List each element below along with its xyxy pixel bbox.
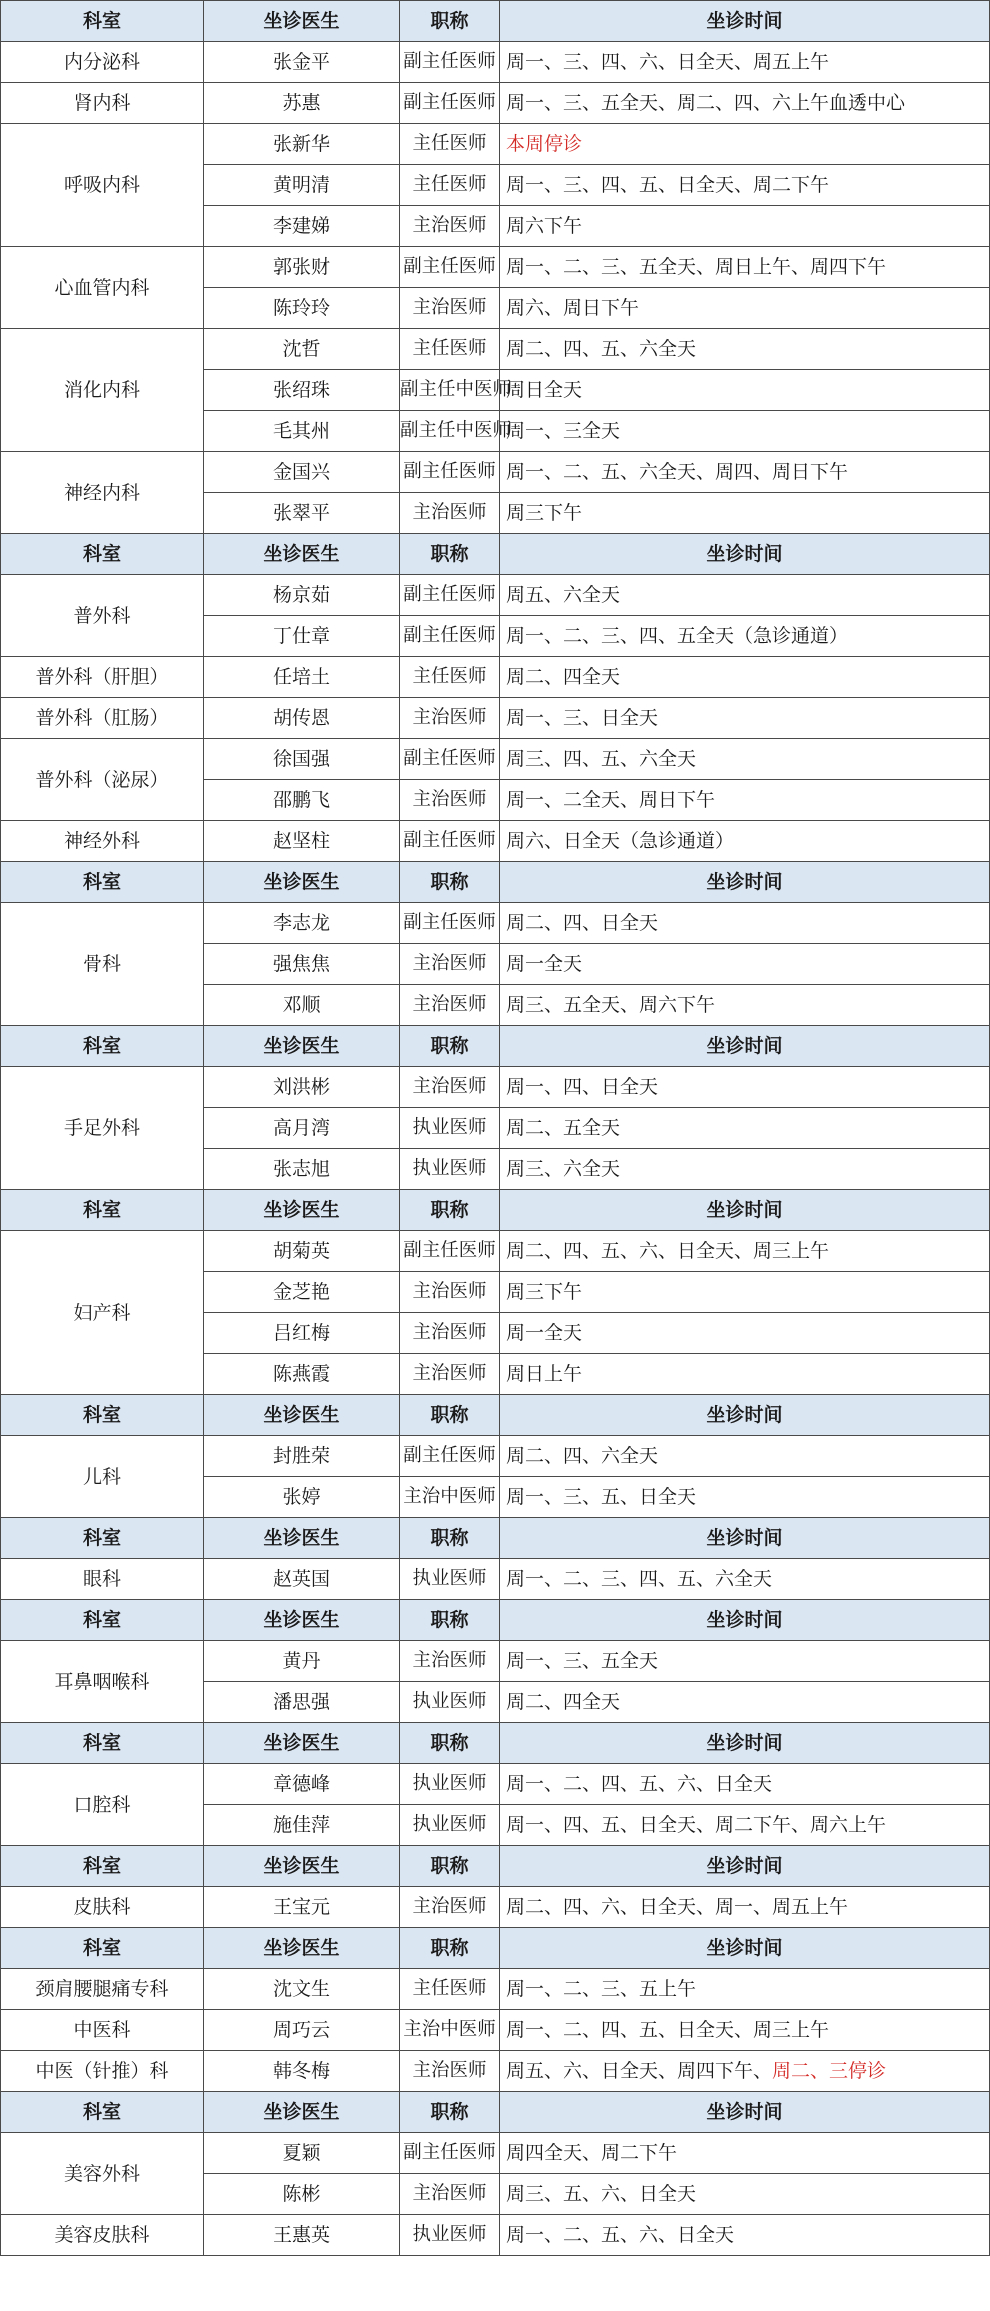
schedule-text: 周一全天 [506,1322,583,1344]
doctor-name: 邵鹏飞 [204,780,400,821]
schedule-time [500,1682,990,1723]
table-row [1,42,990,83]
schedule-text: 周一、二、四、五、六、日全天 [506,1773,773,1795]
schedule-time [500,903,990,944]
header-time: 坐诊时间 [500,1846,990,1887]
table-row [1,2010,990,2051]
header-time: 坐诊时间 [500,862,990,903]
header-doctor: 坐诊医生 [204,1026,400,1067]
schedule-time [500,575,990,616]
department-name: 普外科（肝胆） [1,657,204,698]
header-time: 坐诊时间 [500,1723,990,1764]
doctor-name: 郭张财 [204,247,400,288]
doctor-title: 主治医师 [400,944,500,985]
schedule-text: 周三下午 [506,502,583,524]
doctor-title: 主治医师 [400,2051,500,2092]
doctor-name: 王宝元 [204,1887,400,1928]
header-dept: 科室 [1,1395,204,1436]
header-title: 职称 [400,1,500,42]
doctor-title: 主治医师 [400,1272,500,1313]
table-row [1,452,990,493]
doctor-title: 主治医师 [400,493,500,534]
schedule-text: 周一、二、五、六、日全天 [506,2224,735,2246]
doctor-title: 执业医师 [400,2215,500,2256]
schedule-time [500,2051,990,2092]
doctor-name: 黄丹 [204,1641,400,1682]
header-dept: 科室 [1,2092,204,2133]
schedule-time [500,124,990,165]
header-time: 坐诊时间 [500,2092,990,2133]
schedule-text: 周一、四、日全天 [506,1076,659,1098]
header-doctor: 坐诊医生 [204,1928,400,1969]
doctor-title: 主治中医师 [400,2010,500,2051]
header-title: 职称 [400,1600,500,1641]
header-row [1,1190,990,1231]
schedule-text: 周三、四、五、六全天 [506,748,697,770]
header-dept: 科室 [1,1723,204,1764]
header-time: 坐诊时间 [500,1928,990,1969]
header-doctor: 坐诊医生 [204,2092,400,2133]
doctor-name: 赵坚柱 [204,821,400,862]
doctor-name: 王惠英 [204,2215,400,2256]
table-row [1,1641,990,1682]
schedule-text: 周一、二、四、五、日全天、周三上午 [506,2019,830,2041]
department-name: 颈肩腰腿痛专科 [1,1969,204,2010]
header-row [1,1600,990,1641]
doctor-title: 副主任中医师 [400,411,500,452]
schedule-time [500,1559,990,1600]
doctor-name: 李志龙 [204,903,400,944]
doctor-name: 刘洪彬 [204,1067,400,1108]
schedule-text: 周一、二全天、周日下午 [506,789,716,811]
schedule-text: 周一、三、日全天 [506,707,659,729]
header-title: 职称 [400,1723,500,1764]
schedule-time [500,1436,990,1477]
schedule-time [500,1108,990,1149]
table-row [1,329,990,370]
header-doctor: 坐诊医生 [204,1846,400,1887]
schedule-time [500,1313,990,1354]
doctor-title: 副主任医师 [400,83,500,124]
header-title: 职称 [400,862,500,903]
doctor-name: 张新华 [204,124,400,165]
doctor-name: 张婷 [204,1477,400,1518]
doctor-title: 主治医师 [400,1887,500,1928]
schedule-text: 周一、三、四、六、日全天、周五上午 [506,51,830,73]
schedule-time [500,2215,990,2256]
doctor-title: 执业医师 [400,1559,500,1600]
doctor-title: 执业医师 [400,1149,500,1190]
schedule-time [500,1477,990,1518]
schedule-text: 周日全天 [506,379,583,401]
schedule-text: 周一、三、五、日全天 [506,1486,697,1508]
doctor-name: 陈彬 [204,2174,400,2215]
doctor-name: 李建娣 [204,206,400,247]
department-name: 心血管内科 [1,247,204,329]
header-row [1,862,990,903]
schedule-time [500,985,990,1026]
doctor-title: 主治中医师 [400,1477,500,1518]
header-time: 坐诊时间 [500,1600,990,1641]
doctor-name: 张金平 [204,42,400,83]
doctor-title: 副主任医师 [400,739,500,780]
doctor-title: 主任医师 [400,165,500,206]
schedule-time [500,206,990,247]
doctor-name: 高月湾 [204,1108,400,1149]
doctor-title: 执业医师 [400,1805,500,1846]
doctor-name: 周巧云 [204,2010,400,2051]
department-name: 儿科 [1,1436,204,1518]
doctor-title: 副主任医师 [400,247,500,288]
table-row [1,1436,990,1477]
schedule-text: 周一、三、五全天 [506,1650,659,1672]
doctor-title: 主治医师 [400,985,500,1026]
schedule-text: 周一、三全天 [506,420,621,442]
schedule-text: 周三、五、六、日全天 [506,2183,697,2205]
schedule-text: 周一、三、四、五、日全天、周二下午 [506,174,830,196]
doctor-name: 苏惠 [204,83,400,124]
schedule-time [500,1272,990,1313]
schedule-text: 周一、三、五全天、周二、四、六上午血透中心 [506,92,906,114]
doctor-name: 邓顺 [204,985,400,1026]
header-row [1,1846,990,1887]
doctor-name: 杨京茹 [204,575,400,616]
schedule-text: 周一、二、五、六全天、周四、周日下午 [506,461,849,483]
header-title: 职称 [400,1846,500,1887]
doctor-title: 主治医师 [400,780,500,821]
schedule-text: 周一、四、五、日全天、周二下午、周六上午 [506,1814,887,1836]
doctor-title: 主治医师 [400,288,500,329]
header-title: 职称 [400,2092,500,2133]
department-name: 皮肤科 [1,1887,204,1928]
schedule-text: 周六下午 [506,215,583,237]
doctor-name: 金国兴 [204,452,400,493]
doctor-name: 吕红梅 [204,1313,400,1354]
department-name: 美容外科 [1,2133,204,2215]
table-row [1,247,990,288]
schedule-time [500,739,990,780]
schedule-text: 周四全天、周二下午 [506,2142,678,2164]
department-name: 中医（针推）科 [1,2051,204,2092]
schedule-text: 周日上午 [506,1363,583,1385]
doctor-title: 副主任医师 [400,1231,500,1272]
schedule-time [500,329,990,370]
doctor-title: 副主任医师 [400,575,500,616]
header-time: 坐诊时间 [500,534,990,575]
table-row [1,821,990,862]
table-row [1,1969,990,2010]
header-doctor: 坐诊医生 [204,1395,400,1436]
schedule-text: 周三、六全天 [506,1158,621,1180]
department-name: 美容皮肤科 [1,2215,204,2256]
schedule-time [500,452,990,493]
table-row [1,2133,990,2174]
schedule-text: 周一、二、三、五上午 [506,1978,697,2000]
table-row [1,739,990,780]
header-title: 职称 [400,1395,500,1436]
schedule-time [500,165,990,206]
doctor-name: 徐国强 [204,739,400,780]
doctor-title: 主治医师 [400,1313,500,1354]
table-row [1,698,990,739]
header-row [1,1518,990,1559]
header-row [1,1723,990,1764]
department-name: 消化内科 [1,329,204,452]
schedule-time [500,1805,990,1846]
doctor-title: 副主任医师 [400,1436,500,1477]
doctor-name: 胡传恩 [204,698,400,739]
doctor-name: 张翠平 [204,493,400,534]
doctor-name: 黄明清 [204,165,400,206]
header-time: 坐诊时间 [500,1190,990,1231]
doctor-title: 主任医师 [400,124,500,165]
header-doctor: 坐诊医生 [204,862,400,903]
table-row [1,1067,990,1108]
doctor-name: 陈燕霞 [204,1354,400,1395]
schedule-text: 周二、四、五、六、日全天、周三上午 [506,1240,830,1262]
schedule-text: 周三下午 [506,1281,583,1303]
header-title: 职称 [400,534,500,575]
doctor-title: 主治医师 [400,698,500,739]
schedule-text: 周二、四全天 [506,666,621,688]
header-dept: 科室 [1,1026,204,1067]
table-row [1,1887,990,1928]
schedule-body [1,1,990,2256]
schedule-time [500,1067,990,1108]
doctor-title: 副主任中医师 [400,370,500,411]
doctor-name: 陈玲玲 [204,288,400,329]
schedule-text: 周二、四、五、六全天 [506,338,697,360]
schedule-text: 周二、四、日全天 [506,912,659,934]
schedule-time [500,1354,990,1395]
table-row [1,1231,990,1272]
header-dept: 科室 [1,1190,204,1231]
doctor-title: 主治医师 [400,1354,500,1395]
doctor-name: 封胜荣 [204,1436,400,1477]
table-row [1,1764,990,1805]
schedule-time [500,616,990,657]
schedule-time [500,1149,990,1190]
department-name: 口腔科 [1,1764,204,1846]
schedule-text: 周五、六、日全天、周四下午、 [506,2060,773,2082]
table-row [1,657,990,698]
doctor-name: 沈文生 [204,1969,400,2010]
department-name: 普外科（泌尿） [1,739,204,821]
schedule-text: 周一、二、三、五全天、周日上午、周四下午 [506,256,887,278]
schedule-time [500,288,990,329]
table-row [1,2215,990,2256]
doctor-name: 潘思强 [204,1682,400,1723]
doctor-title: 主治医师 [400,2174,500,2215]
schedule-time [500,42,990,83]
header-dept: 科室 [1,1518,204,1559]
header-doctor: 坐诊医生 [204,1518,400,1559]
header-time: 坐诊时间 [500,1026,990,1067]
doctor-title: 主任医师 [400,1969,500,2010]
header-dept: 科室 [1,534,204,575]
header-doctor: 坐诊医生 [204,1190,400,1231]
doctor-name: 沈哲 [204,329,400,370]
department-name: 内分泌科 [1,42,204,83]
doctor-title: 执业医师 [400,1764,500,1805]
header-doctor: 坐诊医生 [204,1723,400,1764]
schedule-time [500,657,990,698]
header-title: 职称 [400,1928,500,1969]
schedule-time [500,1887,990,1928]
doctor-title: 执业医师 [400,1108,500,1149]
doctor-title: 副主任医师 [400,821,500,862]
doctor-title: 副主任医师 [400,2133,500,2174]
schedule-text: 周二、四、六、日全天、周一、周五上午 [506,1896,849,1918]
table-row [1,903,990,944]
doctor-name: 胡菊英 [204,1231,400,1272]
header-time: 坐诊时间 [500,1518,990,1559]
schedule-text: 周二、五全天 [506,1117,621,1139]
doctor-name: 丁仕章 [204,616,400,657]
schedule-time [500,1641,990,1682]
schedule-time [500,1764,990,1805]
header-title: 职称 [400,1518,500,1559]
doctor-name: 施佳萍 [204,1805,400,1846]
schedule-time [500,944,990,985]
doctor-title: 主任医师 [400,329,500,370]
schedule-text: 周一、二、三、四、五、六全天 [506,1568,773,1590]
header-dept: 科室 [1,862,204,903]
header-dept: 科室 [1,1,204,42]
header-row [1,1026,990,1067]
header-row [1,2092,990,2133]
department-name: 骨科 [1,903,204,1026]
doctor-name: 张志旭 [204,1149,400,1190]
header-row [1,1,990,42]
doctor-title: 主治医师 [400,1641,500,1682]
table-row [1,124,990,165]
header-row [1,1928,990,1969]
schedule-time [500,698,990,739]
header-doctor: 坐诊医生 [204,534,400,575]
header-row [1,1395,990,1436]
table-row [1,83,990,124]
doctor-name: 强焦焦 [204,944,400,985]
header-title: 职称 [400,1026,500,1067]
header-doctor: 坐诊医生 [204,1600,400,1641]
schedule-text: 周五、六全天 [506,584,621,606]
schedule-time [500,1231,990,1272]
schedule-time [500,780,990,821]
schedule-time [500,83,990,124]
department-name: 神经内科 [1,452,204,534]
doctor-title: 副主任医师 [400,452,500,493]
department-name: 肾内科 [1,83,204,124]
header-dept: 科室 [1,1928,204,1969]
suspended-notice: 本周停诊 [506,133,583,155]
table-row [1,1559,990,1600]
header-time: 坐诊时间 [500,1,990,42]
doctor-title: 主任医师 [400,657,500,698]
doctor-name: 金芝艳 [204,1272,400,1313]
department-name: 中医科 [1,2010,204,2051]
doctor-name: 毛其州 [204,411,400,452]
schedule-text: 周三、五全天、周六下午 [506,994,716,1016]
header-title: 职称 [400,1190,500,1231]
header-dept: 科室 [1,1600,204,1641]
doctor-name: 夏颖 [204,2133,400,2174]
doctor-title: 副主任医师 [400,616,500,657]
doctor-name: 韩冬梅 [204,2051,400,2092]
doctor-title: 执业医师 [400,1682,500,1723]
schedule-text: 周一全天 [506,953,583,975]
schedule-text: 周二、四、六全天 [506,1445,659,1467]
department-name: 妇产科 [1,1231,204,1395]
schedule-time [500,2174,990,2215]
schedule-time [500,821,990,862]
schedule-time [500,493,990,534]
department-name: 耳鼻咽喉科 [1,1641,204,1723]
department-name: 普外科 [1,575,204,657]
doctor-name: 张绍珠 [204,370,400,411]
schedule-text: 周一、二、三、四、五全天（急诊通道） [506,625,849,647]
schedule-time [500,2010,990,2051]
doctor-name: 章德峰 [204,1764,400,1805]
table-row [1,2051,990,2092]
schedule-text: 周二、四全天 [506,1691,621,1713]
department-name: 眼科 [1,1559,204,1600]
header-doctor: 坐诊医生 [204,1,400,42]
department-name: 神经外科 [1,821,204,862]
schedule-time [500,1969,990,2010]
doctor-title: 副主任医师 [400,903,500,944]
table-row [1,575,990,616]
doctor-title: 副主任医师 [400,42,500,83]
department-name: 呼吸内科 [1,124,204,247]
schedule-text: 周六、日全天（急诊通道） [506,830,735,852]
doctor-title: 主治医师 [400,1067,500,1108]
header-row [1,534,990,575]
doctor-name: 赵英国 [204,1559,400,1600]
header-dept: 科室 [1,1846,204,1887]
department-name: 手足外科 [1,1067,204,1190]
department-name: 普外科（肛肠） [1,698,204,739]
schedule-time [500,411,990,452]
suspended-notice: 周二、三停诊 [772,2060,887,2082]
doctor-name: 任培土 [204,657,400,698]
schedule-time [500,2133,990,2174]
header-time: 坐诊时间 [500,1395,990,1436]
doctor-title: 主治医师 [400,206,500,247]
schedule-time [500,247,990,288]
schedule-time [500,370,990,411]
schedule-text: 周六、周日下午 [506,297,640,319]
